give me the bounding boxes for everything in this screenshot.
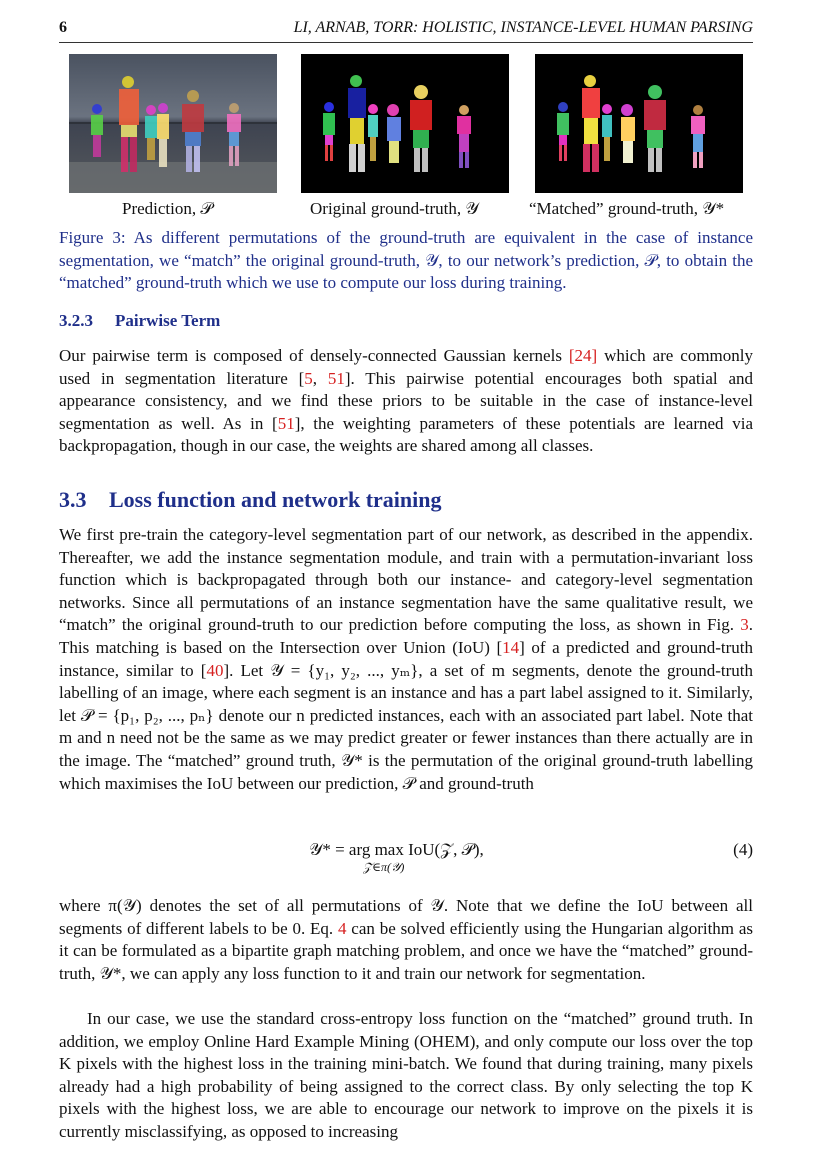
citation-link[interactable]: 40: [206, 660, 224, 680]
subcaption-prediction: Prediction, 𝒫: [122, 199, 213, 218]
text-run: . This matching is based on the Intersection over Union (IoU) [: [59, 615, 753, 657]
text-run: ]. This pairwise potential encourages both spatial and appearance consistency, and we find these priors to be suitable in the case of instance-level segmentation as well. As in [: [59, 368, 753, 433]
citation-link[interactable]: 5: [304, 368, 313, 388]
text-run: can be solved efficiently using the Hungarian algorithm as it can be formulated as a bipartite graph matching problem, and once we have the “matched” ground-truth, 𝒴*, we can apply any loss function to it and train our network for segmentation.: [59, 918, 754, 983]
text-run: where π(𝒴) denotes the set of all permutations of 𝒴. Note that we define the IoU between all segments of different labels to be 0. Eq.: [59, 896, 753, 938]
text-run: ], the weighting parameters of these potentials are learned via backpropagation, though in our case, the weights are shared among all classes.: [59, 413, 753, 456]
subsection-number: 3.2.3: [59, 311, 93, 330]
text-run: We first pre-train the category-level segmentation part of our network, as described in the appendix. Thereafter, we add the instance segmentation module, and train with a permutation-invariant loss function which is backpropagated through both our instance- and category-level segmentation networks. Since all permutations of an instance segmentation have the same qualitative result, we “match” the original ground-truth to our prediction before computing the loss, as shown in Fig.: [59, 525, 753, 635]
text-run: which are commonly used in segmentation literature [: [59, 346, 753, 388]
running-title: LI, ARNAB, TORR: HOLISTIC, INSTANCE-LEVEL HUMAN PARSING: [293, 19, 753, 36]
original-ground-truth-image: [301, 54, 509, 193]
running-header: [59, 14, 753, 43]
section-title: Loss function and network training: [109, 487, 442, 512]
citation-link[interactable]: 51: [327, 368, 345, 388]
page-number: 6: [59, 19, 67, 36]
text-run: ]. Let 𝒴 = {y₁, y₂, ..., yₘ}, a set of m segments, denote the ground-truth labelling of an image, where each segment is an instance and has a part label assigned to it. Similarly, let 𝒫 = {p₁, p₂, ..., pₙ} denote our n predicted instances, each with an associated part label. Note that m and n need not be the same as we may predict greater or fewer instances than there actually are in the image. The “matched” ground truth, 𝒴* is the permutation of the original ground-truth labelling which maximises the IoU between our prediction, 𝒫 and ground-truth: [59, 660, 753, 793]
section-heading: [59, 487, 442, 513]
equation-4: [59, 838, 753, 878]
subsection-title: Pairwise Term: [115, 311, 221, 330]
text-run: ,: [312, 368, 328, 388]
paragraph-loss-function: [59, 524, 753, 795]
equation-reference-link[interactable]: 4: [337, 918, 347, 938]
equation-number: (4): [733, 840, 753, 859]
equation-body: 𝒴* = arg max IoU(𝒵, 𝒫),: [309, 840, 484, 859]
figure-subcaptions: [59, 199, 753, 221]
citation-link[interactable]: 51: [277, 413, 295, 433]
matched-ground-truth-image: [535, 54, 743, 193]
paragraph-hungarian: [59, 895, 753, 985]
equation-subscript: 𝒵∈π(𝒴): [363, 860, 405, 874]
paragraph-ohem: In our case, we use the standard cross-entropy loss function on the “matched” ground truth. In addition, we employ Online Hard Example Mining (OHEM), and only compute our loss over the top K pixels with the highest loss in the training mini-batch. We found that during training, many pixels already had a high probability of being assigned to the correct class. By only selecting the top K pixels with the highest loss, we are able to encourage our network to improve on the pixels it is currently misclassifying, as opposed to increasing: [59, 1009, 753, 1141]
text-run: Our pairwise term is composed of densely-connected Gaussian kernels: [59, 346, 569, 365]
figure-reference-link[interactable]: 3: [740, 615, 749, 635]
figure-3: [59, 54, 753, 194]
subsection-heading: [59, 311, 220, 331]
figure-caption-text: Figure 3: As different permutations of the ground-truth are equivalent in the case of instance segmentation, we “match” the original ground-truth, 𝒴, to our network’s prediction, 𝒫, to obtain the “matched” ground-truth which we use to compute our loss during training.: [59, 228, 753, 292]
figure-caption: [59, 227, 753, 295]
prediction-image: [69, 54, 277, 193]
section-number: 3.3: [59, 487, 87, 512]
subcaption-matched-ground-truth: “Matched” ground-truth, 𝒴*: [529, 199, 725, 218]
subcaption-original-ground-truth: Original ground-truth, 𝒴: [310, 199, 479, 218]
paragraph-pairwise: [59, 345, 753, 458]
text-run: ] of a predicted and ground-truth instance, similar to [: [59, 637, 754, 680]
citation-link[interactable]: 14: [502, 637, 520, 657]
citation-link[interactable]: [24]: [568, 346, 598, 365]
